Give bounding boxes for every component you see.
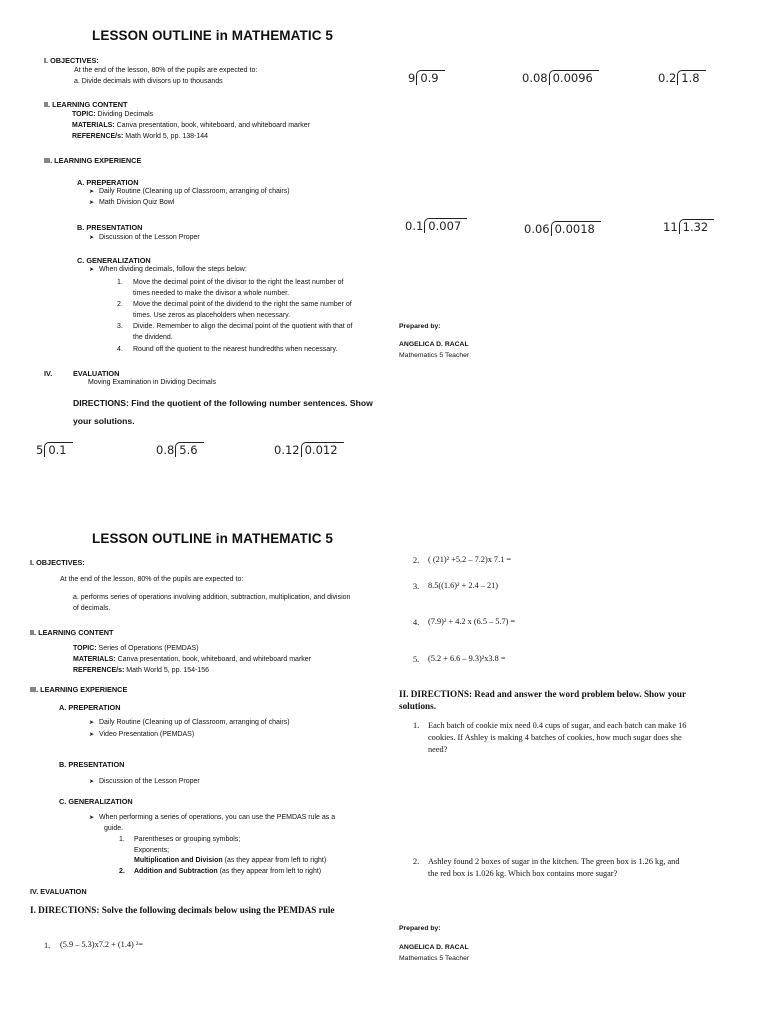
division-problem: 0.1 0.007 xyxy=(405,218,467,233)
division-problem: 0.06 0.0018 xyxy=(524,221,601,236)
lesson1-step-line: the dividend. xyxy=(133,334,173,341)
lesson2-directions-II: solutions. xyxy=(399,701,437,711)
word-problem-line: cookies. If Ashley is making 4 batches of cookies, how much sugar does she xyxy=(428,733,682,742)
lesson2-generalization-heading: C. GENERALIZATION xyxy=(59,797,133,806)
lesson1-gen-intro: ➤ When dividing decimals, follow the steps below: xyxy=(89,266,247,273)
lesson1-prepared-by: Prepared by: xyxy=(399,323,441,330)
lesson1-teacher-name: ANGELICA D. RACAL xyxy=(399,341,469,348)
lesson2-content-heading: II. LEARNING CONTENT xyxy=(30,628,114,637)
word-problem-line: need? xyxy=(428,745,448,754)
word-problem-number: 2. xyxy=(413,857,420,866)
lesson2-experience-heading: III. LEARNING EXPERIENCE xyxy=(30,685,128,694)
lesson1-preparation-heading: A. PREPERATION xyxy=(77,178,139,187)
pemdas-item-number: 4. xyxy=(413,618,420,627)
lesson2-gen-intro: guide. xyxy=(104,825,124,832)
lesson2-rule-line: Multiplication and Division (as they appear from left to right) xyxy=(134,857,327,864)
lesson1-prep-item: ➤ Daily Routine (Cleaning up of Classroom, arranging of chairs) xyxy=(89,188,290,195)
lesson2-teacher-name: ANGELICA D. RACAL xyxy=(399,944,469,951)
lesson2-objective-a: a. performs series of operations involving addition, subtraction, multiplication, and division xyxy=(73,594,351,601)
lesson1-pres-item: ➤ Discussion of the Lesson Proper xyxy=(89,234,200,241)
pemdas-item-number: 5. xyxy=(413,655,420,664)
lesson2-prep-item: ➤ Daily Routine (Cleaning up of Classroom, arranging of chairs) xyxy=(89,719,290,726)
lesson2-directions-I: I. DIRECTIONS: Solve the following decimals below using the PEMDAS rule xyxy=(30,905,335,915)
arrow-bullet-icon: ➤ xyxy=(89,200,95,206)
lesson1-reference: REFERENCE/s: Math World 5, pp. 138-144 xyxy=(72,133,209,140)
lesson1-topic: TOPIC: Dividing Decimals xyxy=(72,111,154,118)
lesson2-topic: TOPIC: Series of Operations (PEMDAS) xyxy=(73,645,199,652)
arrow-bullet-icon: ➤ xyxy=(89,779,95,785)
lesson2-reference: REFERENCE/s: Math World 5, pp. 154-156 xyxy=(73,667,210,674)
lesson2-objective-a: of decimals. xyxy=(73,605,111,612)
lesson1-step-number: 3. xyxy=(117,323,123,330)
lesson1-step-line: times. Use zeros as placeholders when necessary. xyxy=(133,312,291,319)
lesson1-content-heading: II. LEARNING CONTENT xyxy=(44,100,128,109)
lesson1-directions: your solutions. xyxy=(73,416,135,426)
lesson1-objective-a: a. Divide decimals with divisors up to thousands xyxy=(74,78,223,85)
word-problem-line: Each batch of cookie mix need 0.4 cups of sugar, and each batch can make 16 xyxy=(428,721,687,730)
division-problem: 11 1.32 xyxy=(663,219,714,234)
pemdas-item-number: 2. xyxy=(413,556,420,565)
arrow-bullet-icon: ➤ xyxy=(89,189,95,195)
lesson1-step-line: Move the decimal point of the dividend to the right the same number of xyxy=(133,301,352,308)
lesson2-evaluation-heading: IV. EVALUATION xyxy=(30,887,87,896)
arrow-bullet-icon: ➤ xyxy=(89,732,95,738)
lesson2-rule-number: 2. xyxy=(119,868,125,875)
lesson2-prepared-by: Prepared by: xyxy=(399,925,441,932)
lesson1-objectives-intro: At the end of the lesson, 80% of the pupils are expected to: xyxy=(74,67,258,74)
lesson1-evaluation-number: IV. xyxy=(44,369,53,378)
lesson2-title: LESSON OUTLINE in MATHEMATIC 5 xyxy=(92,531,333,546)
division-problem: 0.2 1.8 xyxy=(658,70,706,85)
lesson1-step-number: 1. xyxy=(117,279,123,286)
lesson2-rule-line: Parentheses or grouping symbols; xyxy=(134,836,241,843)
lesson1-step-line: Round off the quotient to the nearest hundredths when necessary. xyxy=(133,346,338,353)
pemdas-item-number: 3. xyxy=(413,582,420,591)
lesson1-step-line: Divide. Remember to align the decimal point of the quotient with that of xyxy=(133,323,353,330)
lesson1-evaluation-text: Moving Examination in Dividing Decimals xyxy=(88,379,216,386)
lesson2-rule-number: 1. xyxy=(119,836,125,843)
lesson2-pres-item: ➤ Discussion of the Lesson Proper xyxy=(89,778,200,785)
pemdas-item: ( (21)² +5.2 – 7.2)x 7.1 = xyxy=(428,555,512,564)
word-problem-line: Ashley found 2 boxes of sugar in the kitchen. The green box is 1.26 kg, and xyxy=(428,857,680,866)
lesson1-evaluation-heading: EVALUATION xyxy=(73,369,120,378)
arrow-bullet-icon: ➤ xyxy=(89,720,95,726)
word-problem-number: 1. xyxy=(413,721,420,730)
division-problem: 9 0.9 xyxy=(408,70,445,85)
lesson2-objectives-intro: At the end of the lesson, 80% of the pupils are expected to: xyxy=(60,576,244,583)
lesson2-prep-item: ➤ Video Presentation (PEMDAS) xyxy=(89,731,195,738)
lesson1-step-number: 2. xyxy=(117,301,123,308)
pemdas-item: (7.9)² + 4.2 x (6.5 – 5.7) = xyxy=(428,617,516,626)
lesson1-title: LESSON OUTLINE in MATHEMATIC 5 xyxy=(92,28,333,43)
arrow-bullet-icon: ➤ xyxy=(89,235,95,241)
lesson1-objectives-heading: I. OBJECTIVES: xyxy=(44,56,99,65)
lesson1-materials: MATERIALS: Canva presentation, book, whiteboard, and whiteboard marker xyxy=(72,122,310,129)
lesson2-objectives-heading: I. OBJECTIVES: xyxy=(30,558,85,567)
lesson2-rule-line: Addition and Subtraction (as they appear from left to right) xyxy=(134,868,322,875)
division-problem: 0.8 5.6 xyxy=(156,442,204,457)
lesson2-teacher-role: Mathematics 5 Teacher xyxy=(399,955,470,962)
lesson1-presentation-heading: B. PRESENTATION xyxy=(77,223,143,232)
lesson1-experience-heading: III. LEARNING EXPERIENCE xyxy=(44,156,142,165)
division-problem: 5 0.1 xyxy=(36,442,73,457)
lesson1-step-number: 4. xyxy=(117,346,123,353)
lesson1-teacher-role: Mathematics 5 Teacher xyxy=(399,352,470,359)
lesson1-prep-item: ➤ Math Division Quiz Bowl xyxy=(89,199,175,206)
lesson1-step-line: Move the decimal point of the divisor to the right the least number of xyxy=(133,279,344,286)
lesson1-directions: DIRECTIONS: Find the quotient of the following number sentences. Show xyxy=(73,398,373,408)
lesson2-presentation-heading: B. PRESENTATION xyxy=(59,760,125,769)
lesson2-preparation-heading: A. PREPERATION xyxy=(59,703,121,712)
lesson2-rule-line: Exponents; xyxy=(134,847,170,854)
lesson1-generalization-heading: C. GENERALIZATION xyxy=(77,256,151,265)
arrow-bullet-icon: ➤ xyxy=(89,815,95,821)
lesson2-materials: MATERIALS: Canva presentation, book, whiteboard, and whiteboard marker xyxy=(73,656,311,663)
pemdas-item-number: 1. xyxy=(44,941,51,950)
pemdas-item: 8.5((1.6)² + 2.4 – 21) xyxy=(428,581,499,590)
arrow-bullet-icon: ➤ xyxy=(89,267,95,273)
division-problem: 0.08 0.0096 xyxy=(522,70,599,85)
lesson2-directions-II: II. DIRECTIONS: Read and answer the word problem below. Show your xyxy=(399,689,687,699)
division-problem: 0.12 0.012 xyxy=(274,442,344,457)
pemdas-item: (5.2 + 6.6 – 9.3)²x3.8 = xyxy=(428,654,506,663)
word-problem-line: the red box is 1.026 kg. Which box contains more sugar? xyxy=(428,869,618,878)
lesson2-gen-intro: ➤ When performing a series of operations, you can use the PEMDAS rule as a xyxy=(89,814,336,821)
lesson1-step-line: times needed to make the divisor a whole number. xyxy=(133,290,290,297)
pemdas-item: (5.9 – 5.3)x7.2 + (1.4) ²= xyxy=(60,940,144,949)
